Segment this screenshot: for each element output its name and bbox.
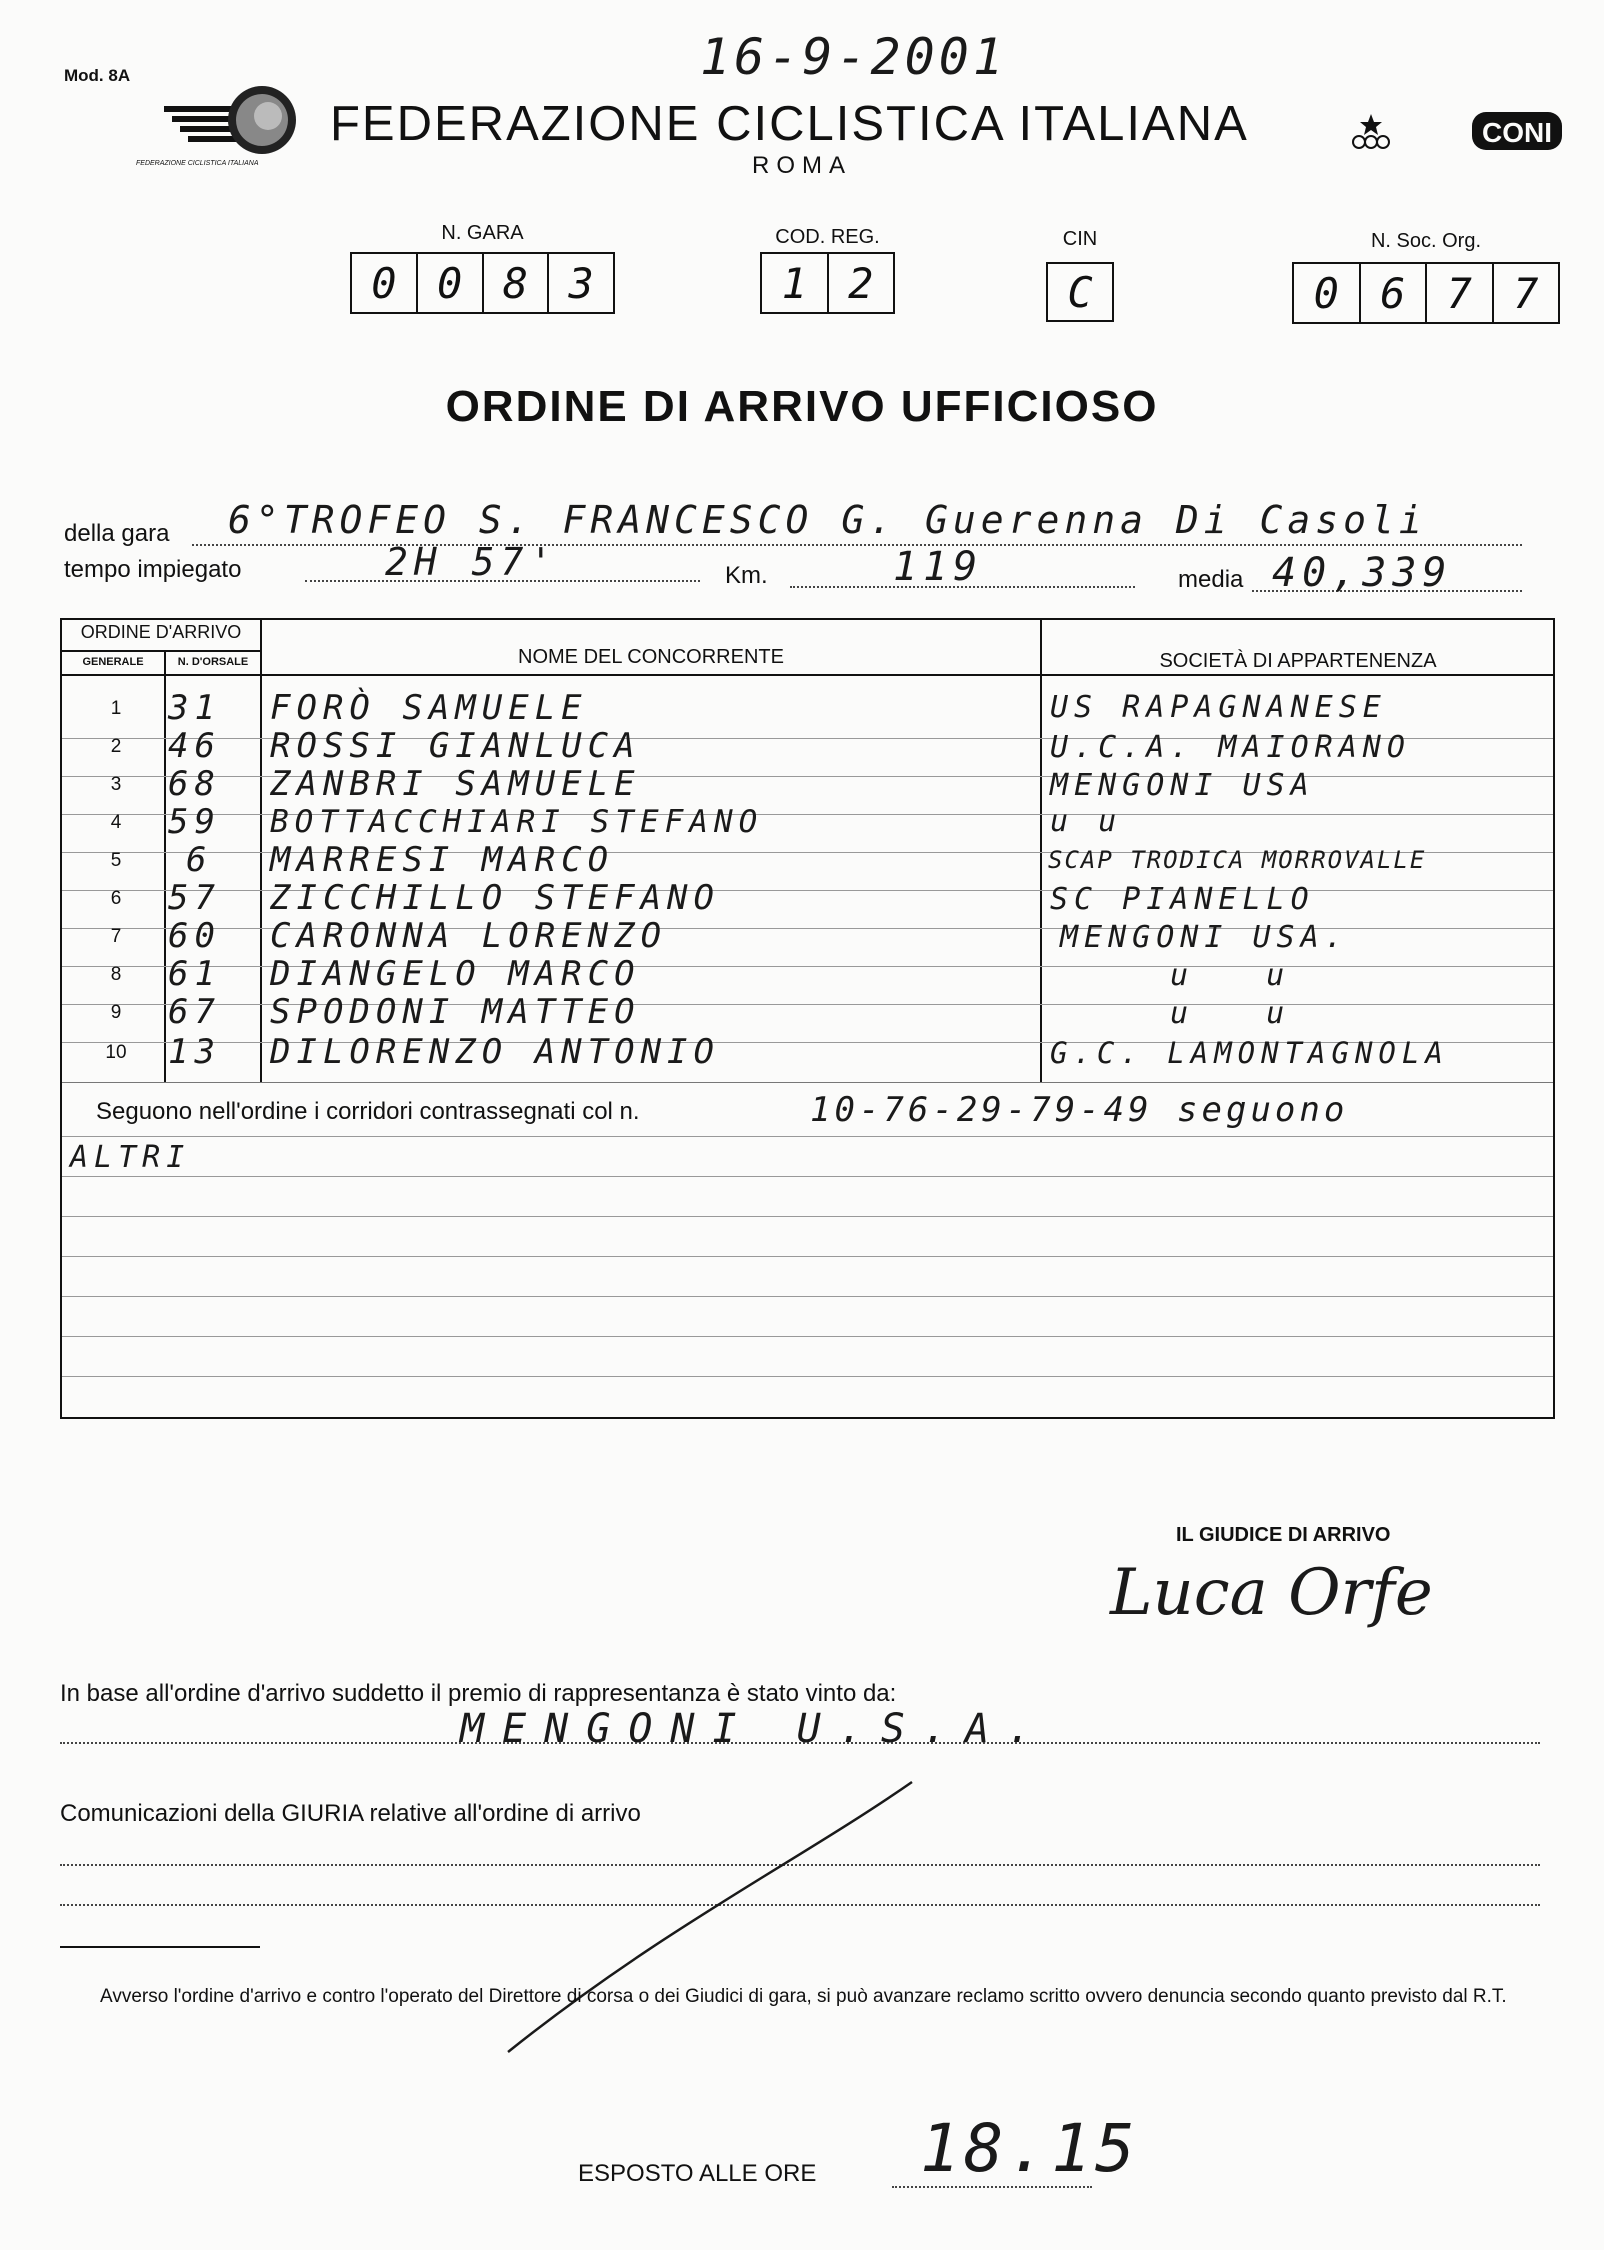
row-bib: 46: [168, 726, 221, 766]
following-riders-value-cont: ALTRI: [70, 1140, 191, 1175]
average-label: media: [1178, 566, 1244, 593]
race-number-digit: 0: [418, 254, 484, 312]
row-bib: 61: [168, 954, 221, 994]
row-bib: 31: [168, 688, 221, 728]
row-position: 8: [110, 964, 122, 985]
row-bib: 59: [168, 802, 221, 842]
society-number-boxes: [1292, 262, 1560, 324]
row-position: 4: [110, 812, 122, 833]
row-name: MARRESI MARCO: [270, 840, 615, 880]
cin-box: [1046, 262, 1114, 322]
region-code-digit: 1: [762, 254, 829, 312]
row-bib: 6: [186, 840, 213, 880]
row-position: 6: [110, 888, 122, 909]
race-name-value: 6°TROFEO S. FRANCESCO G. Guerenna Di Casoli: [228, 498, 1427, 542]
society-number-digit: 0: [1294, 264, 1361, 322]
row-name: BOTTACCHIARI STEFANO: [270, 804, 764, 840]
row-name: DILORENZO ANTONIO: [270, 1032, 720, 1072]
exposed-time-label: ESPOSTO ALLE ORE: [578, 2160, 817, 2187]
row-bib: 67: [168, 992, 221, 1032]
team-header: SOCIETÀ DI APPARTENENZA: [1159, 650, 1437, 672]
row-bib: 13: [168, 1032, 221, 1072]
bib-number-header: N. D'ORSALE: [177, 656, 249, 668]
row-team: G.C. LAMONTAGNOLA: [1050, 1036, 1449, 1070]
row-name: CARONNA LORENZO: [270, 916, 668, 956]
separator-line: [60, 1946, 260, 1948]
row-position: 7: [110, 926, 122, 947]
general-position-header: GENERALE: [82, 656, 144, 668]
region-code-label: COD. REG.: [775, 226, 880, 248]
race-name-label: della gara: [64, 520, 170, 547]
federation-city: ROMA: [752, 152, 852, 179]
row-position: 3: [110, 774, 122, 795]
row-position: 9: [110, 1002, 122, 1023]
form-model-code: Mod. 8A: [64, 66, 131, 85]
coni-logo: [1472, 108, 1562, 154]
cin-label: CIN: [1062, 228, 1098, 250]
row-name: ZANBRI SAMUELE: [270, 764, 641, 804]
row-name: SPODONI MATTEO: [270, 992, 641, 1032]
race-number-digit: 8: [484, 254, 550, 312]
km-value: 119: [893, 544, 984, 590]
fci-logo: [160, 82, 302, 154]
olympic-rings-icon: [1348, 112, 1394, 152]
race-number-label: N. GARA: [441, 222, 524, 244]
competitor-name-header: NOME DEL CONCORRENTE: [518, 646, 784, 668]
strike-through-mark: [500, 1770, 920, 2060]
row-team: MENGONI USA.: [1060, 920, 1349, 955]
exposed-time-value: 18.15: [920, 2110, 1139, 2187]
row-team: SC PIANELLO: [1050, 882, 1315, 917]
race-number-digit: 3: [568, 258, 594, 308]
row-position: 1: [110, 698, 122, 719]
row-name: DIANGELO MARCO: [270, 954, 641, 994]
row-team: MENGONI USA: [1050, 768, 1315, 803]
region-code-digit: 2: [848, 258, 874, 308]
row-team: u u: [1170, 996, 1315, 1031]
following-riders-value: 10-76-29-79-49 seguono: [810, 1090, 1349, 1130]
arrival-order-header: ORDINE D'ARRIVO: [80, 622, 242, 642]
following-riders-label: Seguono nell'ordine i corridori contrassegnati col n.: [96, 1098, 640, 1125]
prize-label: In base all'ordine d'arrivo suddetto il premio di rappresentanza è stato vinto da:: [60, 1680, 897, 1707]
race-number-digit: 0: [352, 254, 418, 312]
row-bib: 60: [168, 916, 221, 956]
row-team: u u: [1170, 958, 1315, 993]
row-name: ROSSI GIANLUCA: [270, 726, 641, 766]
row-name: ZICCHILLO STEFANO: [270, 878, 720, 918]
row-team: SCAP TRODICA MORROVALLE: [1048, 846, 1427, 874]
cin-value: C: [1067, 267, 1093, 317]
time-value: 2H 57': [385, 540, 559, 584]
coni-logo-text: CONI: [1482, 117, 1552, 148]
row-position: 10: [105, 1042, 127, 1063]
judge-signature: Luca Orfe: [1110, 1556, 1433, 1630]
row-team: U.C.A. MAIORANO: [1050, 730, 1411, 765]
document-title: ORDINE DI ARRIVO UFFICIOSO: [445, 382, 1159, 431]
row-bib: 68: [168, 764, 221, 804]
handwritten-date: 16-9-2001: [700, 28, 1007, 86]
race-number-boxes: [350, 252, 615, 314]
prize-winner: MENGONI U.S.A.: [460, 1706, 1050, 1752]
average-value: 40,339: [1272, 550, 1453, 596]
time-label: tempo impiegato: [64, 556, 242, 583]
society-number-digit: 6: [1361, 264, 1428, 322]
row-position: 2: [110, 736, 122, 757]
row-team: u u: [1050, 804, 1123, 839]
federation-name: FEDERAZIONE CICLISTICA ITALIANA: [330, 97, 1249, 151]
arrival-judge-label: IL GIUDICE DI ARRIVO: [1176, 1524, 1391, 1546]
jury-communications-label: Comunicazioni della GIURIA relative all'ordine di arrivo: [60, 1800, 641, 1827]
logo-caption: FEDERAZIONE CICLISTICA ITALIANA: [136, 160, 259, 167]
row-bib: 57: [168, 878, 221, 918]
society-number-digit: 7: [1427, 264, 1494, 322]
row-team: US RAPAGNANESE: [1050, 690, 1387, 725]
row-name: FORÒ SAMUELE: [270, 688, 588, 728]
region-code-boxes: [760, 252, 895, 314]
km-label: Km.: [725, 562, 768, 589]
society-number-digit: 7: [1513, 268, 1539, 318]
row-position: 5: [110, 850, 122, 871]
society-number-label: N. Soc. Org.: [1370, 230, 1482, 252]
appeal-notice: Avverso l'ordine d'arrivo e contro l'operato del Direttore di corsa o dei Giudici di gara, si può avanzare reclamo scritto ovvero denuncia secondo quanto previsto dal R.T.: [100, 1986, 1507, 2007]
